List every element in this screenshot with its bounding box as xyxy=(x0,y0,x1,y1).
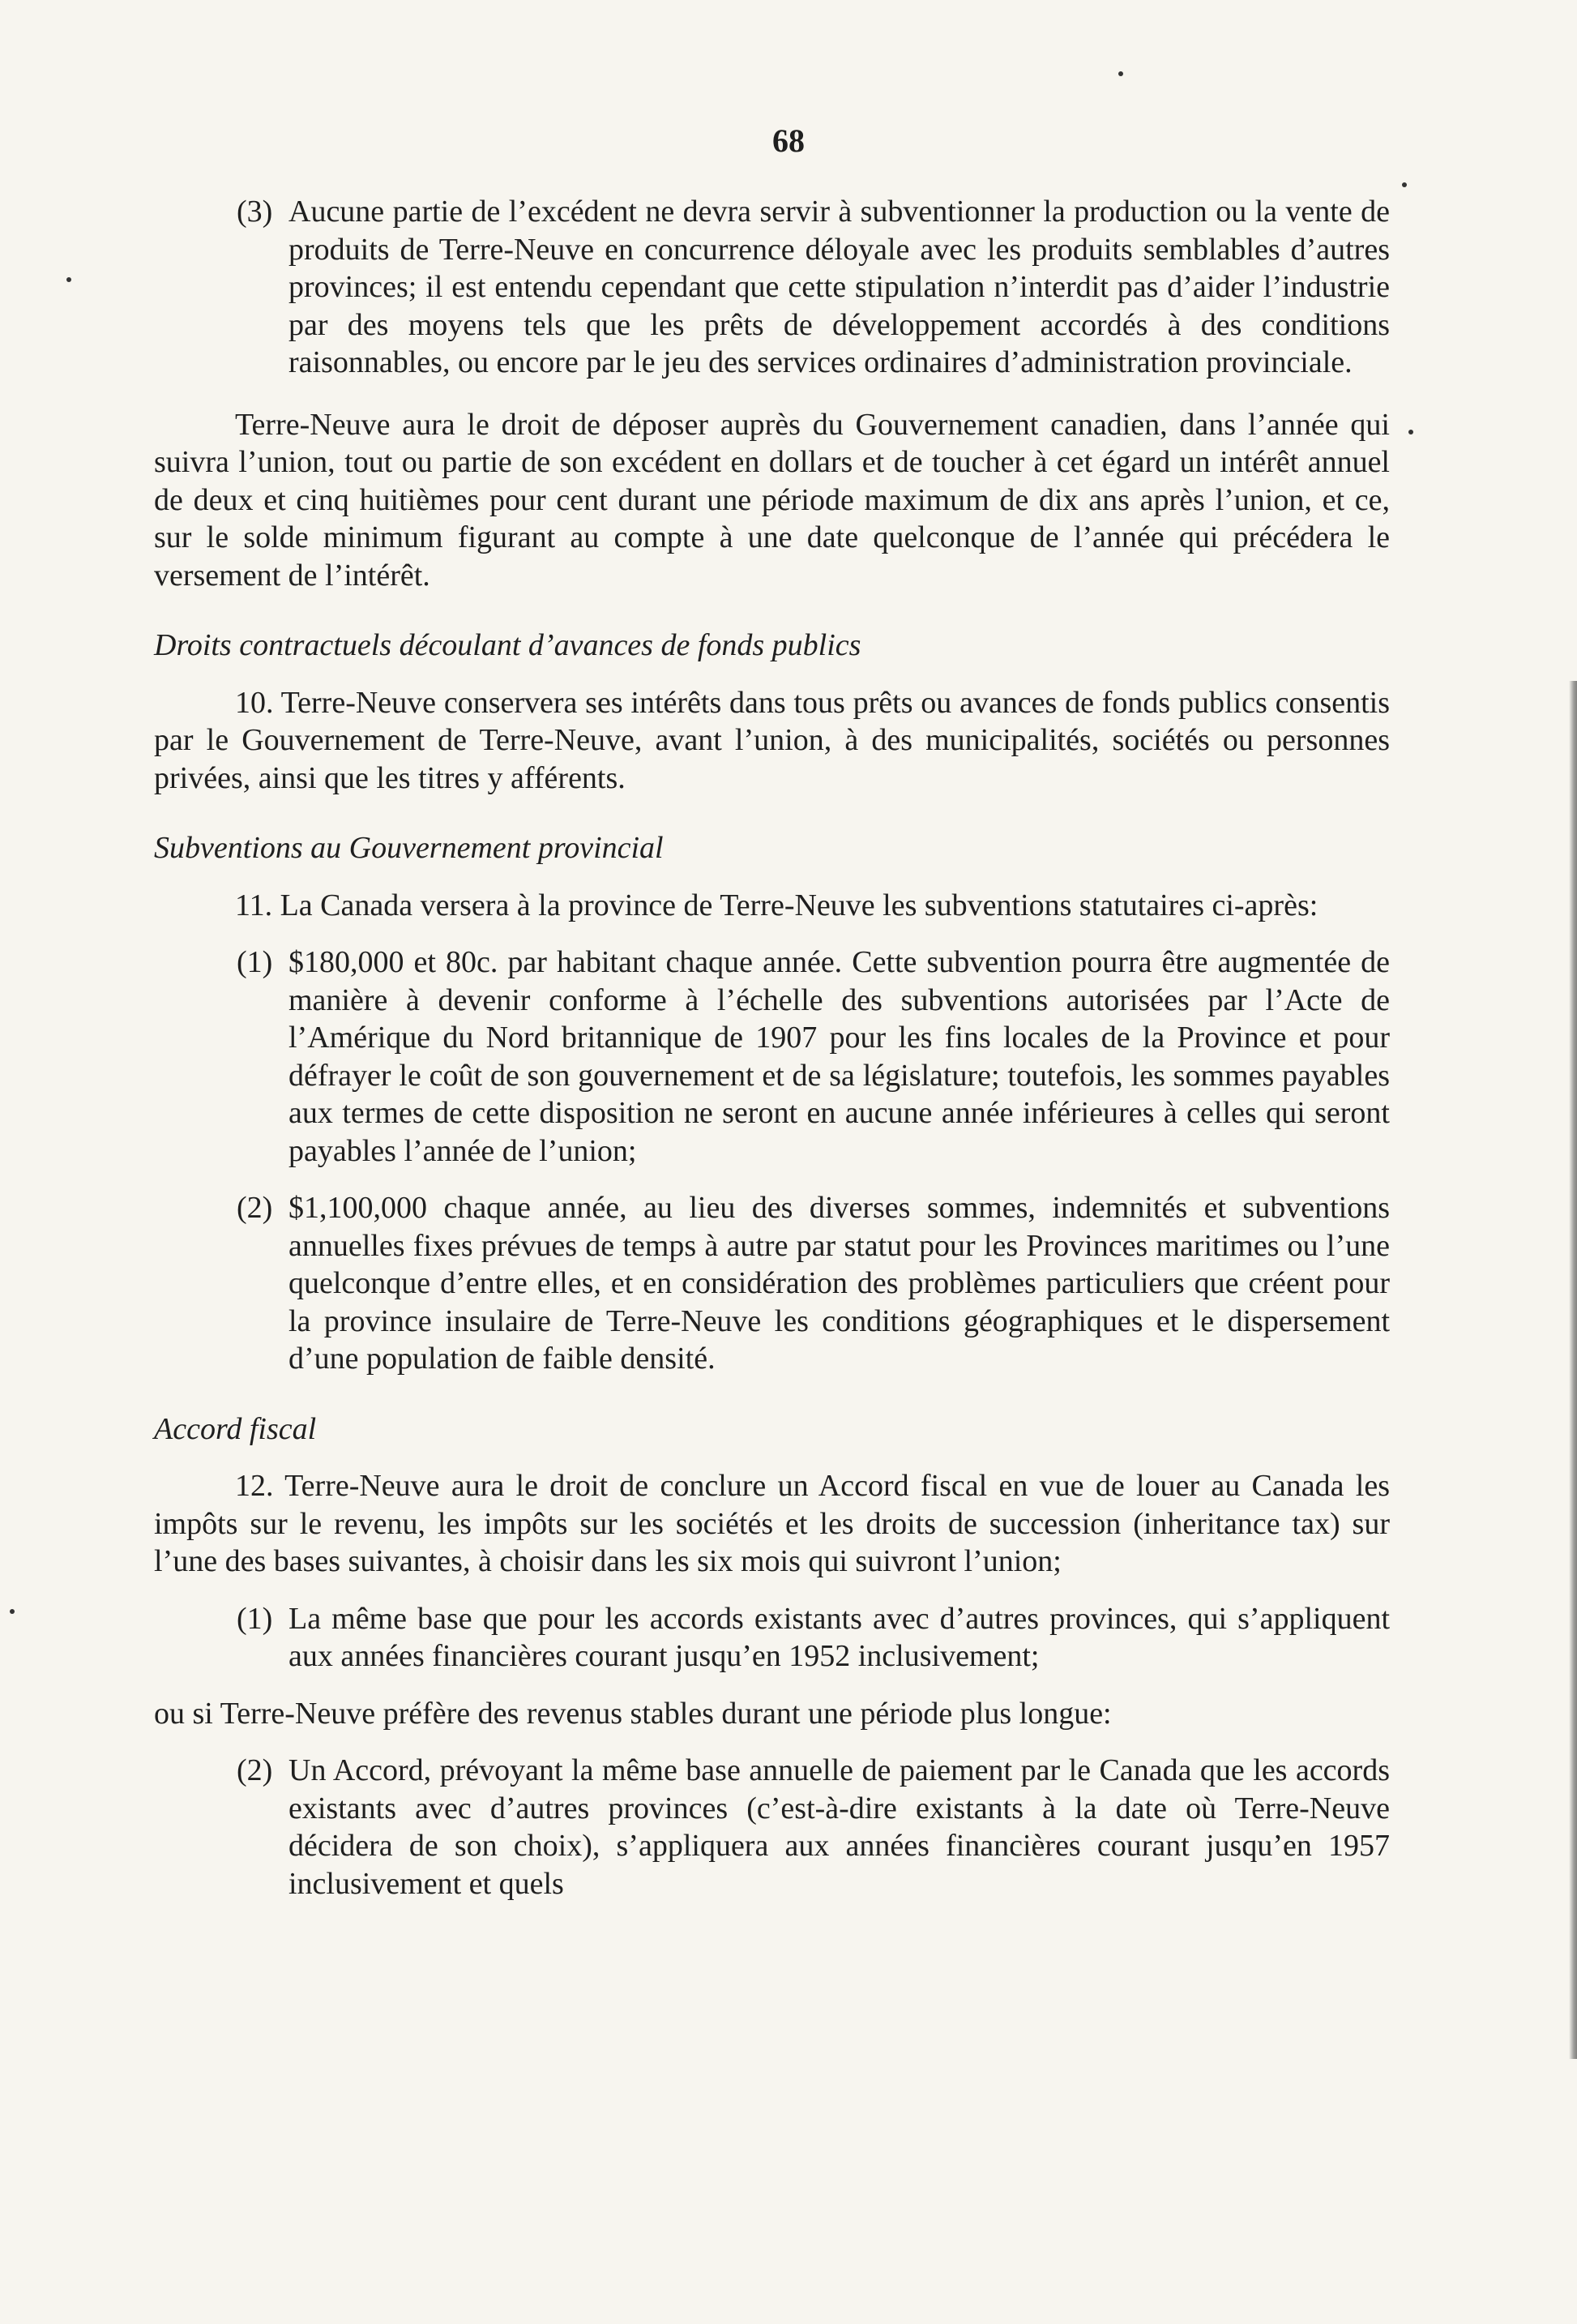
item-number: (2) xyxy=(237,1753,273,1787)
page-body xyxy=(154,193,1390,1902)
paragraph-12: 12. Terre-Neuve aura le droit de conclure un Accord fiscal en vue de louer au Canada les impôts sur le revenu, les impôts sur les sociétés et les droits de succession (inheritance tax) sur l’une des bases suivantes, à choisir dans les six mois qui suivront l’union; xyxy=(154,1469,1390,1578)
paragraph-11: 11. La Canada versera à la province de Terre-Neuve les subventions statutaires ci-après: xyxy=(235,888,1318,922)
paragraph-deposit: Terre-Neuve aura le droit de déposer auprès du Gouvernement canadien, dans l’année qui suivra l’union, tout ou partie de son excédent en dollars et de toucher à cet égard un intérêt annuel de deux et cinq huitièmes pour cent durant une période maximum de dix ans après l’union, et ce, sur le solde minimum figurant au compte à une date quelconque de l’année qui précédera le versement de l’intérêt. xyxy=(154,407,1390,593)
item-text: La même base que pour les accords existants avec d’autres provinces, qui s’appliquent aux années financières courant jusqu’en 1952 inclusivement; xyxy=(288,1601,1390,1673)
scan-speck xyxy=(66,277,71,282)
scan-edge-shadow xyxy=(1569,681,1577,2059)
scan-speck xyxy=(1118,71,1123,76)
section-heading-droits: Droits contractuels découlant d’avances de fonds publics xyxy=(154,628,861,662)
item-text: Aucune partie de l’excédent ne devra servir à subventionner la production ou la vente de produits de Terre-Neuve en concurrence déloyale avec les produits semblables d’autres provinces; il est entendu cependant que cette stipulation n’interdit pas d’aider l’industrie par des moyens tels que les prêts de développement accordés à des conditions raisonnables, ou encore par le jeu des services ordinaires d’administration provinciale. xyxy=(288,195,1390,379)
item-text: $1,100,000 chaque année, au lieu des diverses sommes, indemnités et subventions annuelles fixes prévues de temps à autre par statut pour les Provinces maritimes ou l’une quelconque d’entre elles, et en considération des problèmes particuliers que créent pour la province insulaire de Terre-Neuve les conditions géographiques et le dispersement d’une population de faible densité. xyxy=(288,1191,1390,1376)
page-number: 68 xyxy=(772,122,805,159)
list-item-11-2 xyxy=(154,1189,1390,1378)
list-item-11-1 xyxy=(154,944,1390,1170)
list-item-12-2 xyxy=(154,1752,1390,1902)
paragraph-10: 10. Terre-Neuve conservera ses intérêts dans tous prêts ou avances de fonds publics consentis par le Gouvernement de Terre-Neuve, avant l’union, à des municipalités, sociétés ou personnes privées, ainsi que les titres y afférents. xyxy=(154,685,1390,795)
scan-speck xyxy=(10,1609,15,1614)
scan-speck xyxy=(1402,182,1407,187)
scan-speck xyxy=(1408,430,1413,434)
item-number: (1) xyxy=(237,1601,273,1636)
section-heading-accord: Accord fiscal xyxy=(154,1411,317,1446)
item-number: (2) xyxy=(237,1191,273,1225)
paragraph-ou: ou si Terre-Neuve préfère des revenus stables durant une période plus longue: xyxy=(154,1696,1112,1731)
section-heading-subventions: Subventions au Gouvernement provincial xyxy=(154,831,664,865)
item-number: (1) xyxy=(237,945,273,979)
item-number: (3) xyxy=(237,195,273,229)
list-item-12-1 xyxy=(154,1600,1390,1676)
item-text: Un Accord, prévoyant la même base annuelle de paiement par le Canada que les accords existants avec d’autres provinces (c’est-à-dire existants à la date où Terre-Neuve décidera de son choix), s’appliquera aux années financières courant jusqu’en 1957 inclusivement et quels xyxy=(288,1753,1390,1901)
item-text: $180,000 et 80c. par habitant chaque année. Cette subvention pourra être augmentée de manière à devenir conforme à l’échelle des subventions autorisées par l’Acte de l’Amérique du Nord britannique de 1907 pour les fins locales de la Province et pour défrayer le coût de son gouvernement et de sa législature; toutefois, les sommes payables aux termes de cette disposition ne seront en aucune année inférieures à celles qui seront payables l’année de l’union; xyxy=(288,945,1390,1168)
list-item-3 xyxy=(154,193,1390,382)
